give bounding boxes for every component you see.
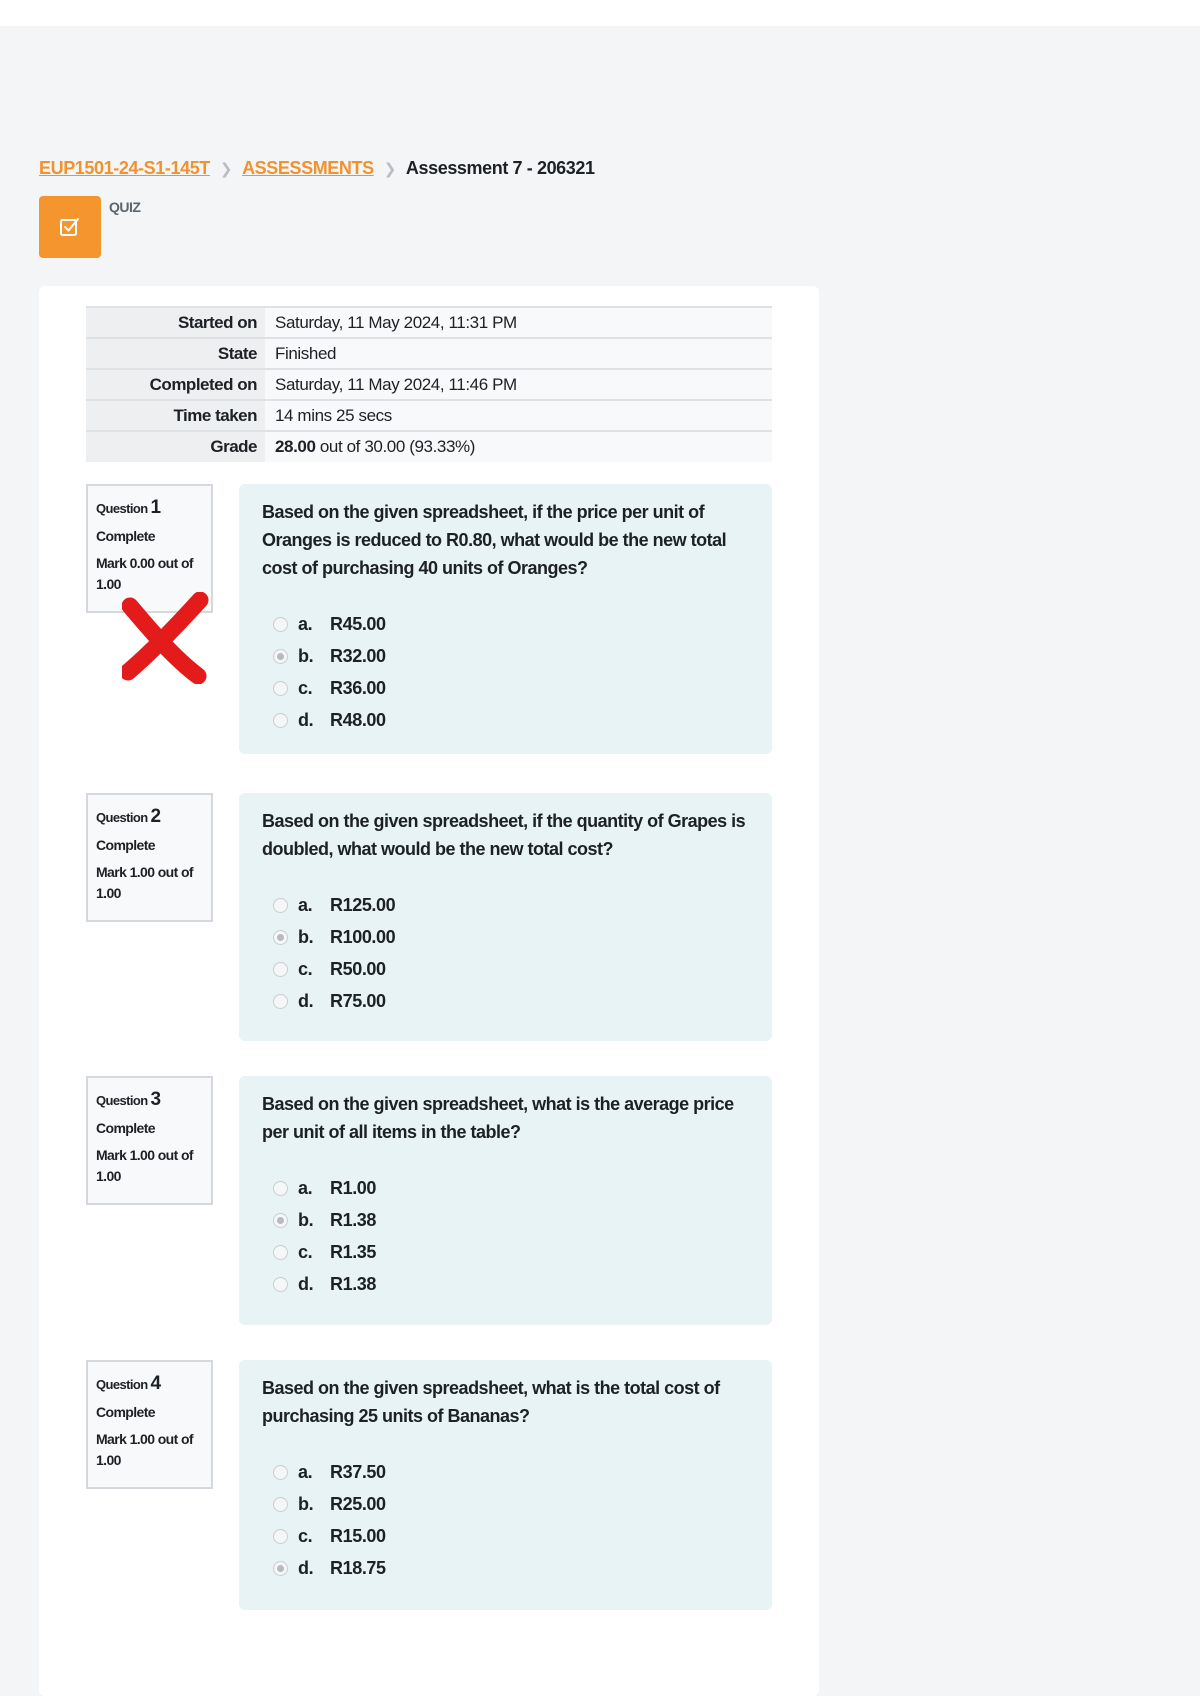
radio-button[interactable]: [273, 1465, 288, 1480]
summary-label: Started on: [86, 307, 265, 338]
answer-option-a[interactable]: [273, 1457, 749, 1489]
radio-button-selected[interactable]: [273, 649, 288, 664]
answer-options: [262, 1173, 749, 1301]
answer-letter: c.: [298, 1242, 313, 1263]
answer-letter: d.: [298, 710, 314, 731]
answer-option-b[interactable]: [273, 922, 749, 954]
question-label: Question: [96, 810, 148, 825]
radio-button[interactable]: [273, 898, 288, 913]
radio-button[interactable]: [273, 1181, 288, 1196]
radio-button[interactable]: [273, 1529, 288, 1544]
answer-option-d[interactable]: [273, 1269, 749, 1301]
answer-letter: c.: [298, 678, 313, 699]
summary-value: Finished: [265, 338, 772, 369]
activity-type-label: QUIZ: [109, 199, 141, 215]
answer-option-d[interactable]: [273, 986, 749, 1018]
summary-row-completed: [86, 369, 772, 400]
summary-row-time-taken: [86, 400, 772, 431]
radio-button[interactable]: [273, 994, 288, 1009]
question-mark: Mark 1.00 out of 1.00: [96, 1146, 193, 1184]
radio-button-selected[interactable]: [273, 1213, 288, 1228]
answer-text: R15.00: [330, 1526, 386, 1547]
grade-out-of: out of 30.00 (93.33%): [319, 437, 475, 456]
radio-button-selected[interactable]: [273, 930, 288, 945]
radio-button[interactable]: [273, 617, 288, 632]
radio-button[interactable]: [273, 681, 288, 696]
question-number: 3: [150, 1089, 161, 1110]
breadcrumb-course-link[interactable]: EUP1501-24-S1-145T: [39, 158, 210, 178]
answer-option-c[interactable]: [273, 1237, 749, 1269]
breadcrumb-assessments-link[interactable]: ASSESSMENTS: [242, 158, 374, 178]
question-label: Question: [96, 1093, 148, 1108]
answer-text: R32.00: [330, 646, 386, 667]
answer-options: [262, 609, 749, 737]
answer-letter: a.: [298, 1462, 313, 1483]
answer-text: R37.50: [330, 1462, 386, 1483]
answer-text: R25.00: [330, 1494, 386, 1515]
answer-option-a[interactable]: [273, 1173, 749, 1205]
attempt-summary-table: [86, 306, 772, 462]
question-number: 1: [150, 497, 161, 518]
summary-row-grade: [86, 431, 772, 462]
answer-letter: b.: [298, 1210, 314, 1231]
answer-text: R36.00: [330, 678, 386, 699]
breadcrumb: [39, 158, 595, 179]
breadcrumb-current: Assessment 7 - 206321: [405, 158, 595, 178]
chevron-right-icon: ❯: [219, 160, 233, 178]
answer-option-c[interactable]: [273, 673, 749, 705]
summary-value: 14 mins 25 secs: [265, 400, 772, 431]
question-state: Complete: [96, 1119, 155, 1136]
radio-button-selected[interactable]: [273, 1561, 288, 1576]
answer-text: R48.00: [330, 710, 386, 731]
answer-letter: a.: [298, 1178, 313, 1199]
radio-button[interactable]: [273, 1497, 288, 1512]
grade-score: 28.00: [275, 437, 316, 456]
answer-text: R1.00: [330, 1178, 377, 1199]
answer-letter: a.: [298, 614, 313, 635]
question-mark: Mark 1.00 out of 1.00: [96, 1430, 193, 1468]
question-info-3: [86, 1076, 213, 1205]
summary-label: State: [86, 338, 265, 369]
chevron-right-icon: ❯: [383, 160, 396, 178]
answer-letter: a.: [298, 895, 313, 916]
summary-row-started: [86, 307, 772, 338]
answer-options: [262, 1457, 749, 1585]
answer-option-a[interactable]: [273, 890, 749, 922]
answer-option-b[interactable]: [273, 1489, 749, 1521]
answer-option-b[interactable]: [273, 1205, 749, 1237]
question-info-4: [86, 1360, 213, 1489]
summary-label: Grade: [86, 431, 265, 462]
summary-value: Saturday, 11 May 2024, 11:31 PM: [265, 307, 772, 338]
red-cross-icon: [122, 592, 210, 684]
question-mark: Mark 0.00 out of 1.00: [96, 554, 193, 592]
answer-letter: d.: [298, 1274, 314, 1295]
answer-text: R1.38: [330, 1210, 377, 1231]
question-number: 2: [150, 806, 161, 827]
question-content-2: [239, 793, 772, 1041]
answer-letter: b.: [298, 646, 314, 667]
question-text: Based on the given spreadsheet, if the quantity of Grapes is doubled, what would be the new total cost?: [262, 811, 746, 859]
answer-option-c[interactable]: [273, 954, 749, 986]
answer-option-c[interactable]: [273, 1521, 749, 1553]
question-content-3: [239, 1076, 772, 1325]
radio-button[interactable]: [273, 713, 288, 728]
answer-text: R100.00: [330, 927, 396, 948]
question-state: Complete: [96, 836, 155, 853]
question-state: Complete: [96, 527, 155, 544]
summary-label: Time taken: [86, 400, 265, 431]
question-state: Complete: [96, 1403, 155, 1420]
radio-button[interactable]: [273, 1245, 288, 1260]
question-text: Based on the given spreadsheet, if the price per unit of Oranges is reduced to R0.80, what would be the new total cost of purchasing 40 units of Oranges?: [262, 502, 727, 578]
answer-option-a[interactable]: [273, 609, 749, 641]
question-label: Question: [96, 501, 148, 516]
question-number: 4: [150, 1373, 161, 1394]
answer-text: R75.00: [330, 991, 386, 1012]
answer-letter: c.: [298, 1526, 313, 1547]
summary-label: Completed on: [86, 369, 265, 400]
question-mark: Mark 1.00 out of 1.00: [96, 863, 193, 901]
answer-text: R1.35: [330, 1242, 377, 1263]
answer-letter: b.: [298, 1494, 314, 1515]
summary-value: [265, 431, 772, 462]
question-label: Question: [96, 1377, 148, 1392]
answer-text: R18.75: [330, 1558, 386, 1579]
summary-value: Saturday, 11 May 2024, 11:46 PM: [265, 369, 772, 400]
radio-button[interactable]: [273, 1277, 288, 1292]
answer-option-b[interactable]: [273, 641, 749, 673]
question-content-1: [239, 484, 772, 754]
answer-letter: b.: [298, 927, 314, 948]
answer-option-d[interactable]: [273, 705, 749, 737]
answer-text: R50.00: [330, 959, 386, 980]
answer-text: R1.38: [330, 1274, 377, 1295]
question-info-2: [86, 793, 213, 922]
question-content-4: [239, 1360, 772, 1610]
answer-letter: d.: [298, 991, 314, 1012]
radio-button[interactable]: [273, 962, 288, 977]
answer-text: R45.00: [330, 614, 386, 635]
answer-option-d[interactable]: [273, 1553, 749, 1585]
answer-letter: d.: [298, 1558, 314, 1579]
answer-options: [262, 890, 749, 1018]
question-text: Based on the given spreadsheet, what is the average price per unit of all items in the table?: [262, 1094, 734, 1142]
answer-text: R125.00: [330, 895, 396, 916]
summary-row-state: [86, 338, 772, 369]
quiz-checkbox-icon: [39, 196, 101, 258]
answer-letter: c.: [298, 959, 313, 980]
question-text: Based on the given spreadsheet, what is the total cost of purchasing 25 units of Bananas?: [262, 1378, 720, 1426]
